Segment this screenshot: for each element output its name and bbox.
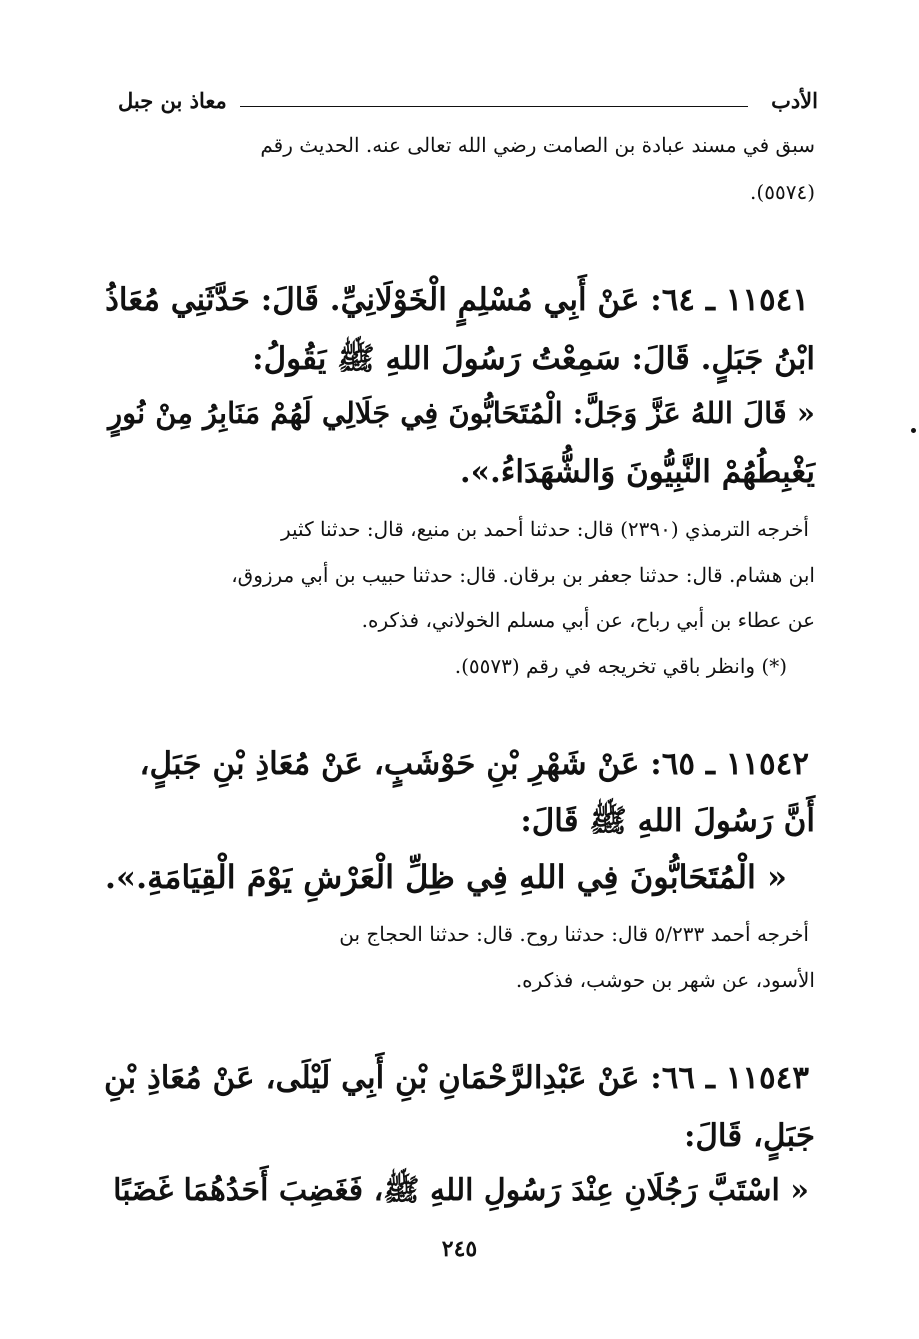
running-header — [118, 88, 818, 118]
header-chapter-title: معاذ بن جبل — [118, 88, 227, 113]
header-section-title: الأدب — [771, 88, 818, 113]
hadith-2-line-1: ١١٥٤٢ ـ ٦٥: عَنْ شَهْرِ بْنِ حَوْشَبٍ، عَنْ مُعَاذِ بْنِ جَبَلٍ، — [139, 746, 809, 782]
hadith-1-takhrij-line-2: ابن هشام. قال: حدثنا جعفر بن برقان. قال: حدثنا حبيب بن أبي مرزوق، — [231, 563, 815, 587]
hadith-1-takhrij-line-1: أخرجه الترمذي (٢٣٩٠) قال: حدثنا أحمد بن منيع، قال: حدثنا كثير — [280, 517, 809, 541]
intro-line-1: سبق في مسند عبادة بن الصامت رضي الله تعالى عنه. الحديث رقم — [260, 133, 815, 157]
hadith-2-line-2: أَنَّ رَسُولَ اللهِ ﷺ قَالَ: — [520, 803, 815, 839]
hadith-1-line-1: ١١٥٤١ ـ ٦٤: عَنْ أَبِي مُسْلِمٍ الْخَوْلَانِيِّ. قَالَ: حَدَّثَنِي مُعَاذُ — [105, 282, 809, 318]
margin-mark — [911, 428, 916, 433]
hadith-1-line-2: ابْنُ جَبَلٍ. قَالَ: سَمِعْتُ رَسُولَ اللهِ ﷺ يَقُولُ: — [252, 341, 815, 377]
page-number: ٢٤٥ — [441, 1236, 478, 1262]
hadith-3-line-1: ١١٥٤٣ ـ ٦٦: عَنْ عَبْدِالرَّحْمَانِ بْنِ أَبِي لَيْلَى، عَنْ مُعَاذِ بْنِ — [103, 1060, 809, 1096]
hadith-3-line-3: « اسْتَبَّ رَجُلَانِ عِنْدَ رَسُولِ اللهِ ﷺ، فَغَضِبَ أَحَدُهُمَا غَضَبًا — [113, 1173, 809, 1208]
hadith-1-line-4: يَغْبِطُهُمْ النَّبِيُّونَ وَالشُّهَدَاءُ.». — [459, 454, 815, 490]
hadith-2-takhrij-line-2: الأسود، عن شهر بن حوشب، فذكره. — [515, 968, 815, 992]
hadith-1-takhrij-line-3: عن عطاء بن أبي رباح، عن أبي مسلم الخولاني، فذكره. — [361, 608, 815, 632]
hadith-1-line-3: « قَالَ اللهُ عَزَّ وَجَلَّ: الْمُتَحَابُّونَ فِي جَلَالِي لَهُمْ مَنَابِرُ مِنْ نُورٍ — [108, 396, 815, 430]
header-rule — [240, 106, 748, 107]
hadith-3-line-2: جَبَلٍ، قَالَ: — [683, 1118, 815, 1154]
intro-line-2: (٥٥٧٤). — [750, 180, 815, 204]
hadith-1-takhrij-note: (*) وانظر باقي تخريجه في رقم (٥٥٧٣). — [454, 654, 787, 678]
hadith-2-takhrij-line-1: أخرجه أحمد ٥/٢٣٣ قال: حدثنا روح. قال: حدثنا الحجاج بن — [339, 922, 809, 946]
hadith-2-line-3: « الْمُتَحَابُّونَ فِي اللهِ فِي ظِلِّ الْعَرْشِ يَوْمَ الْقِيَامَةِ.». — [104, 858, 787, 896]
